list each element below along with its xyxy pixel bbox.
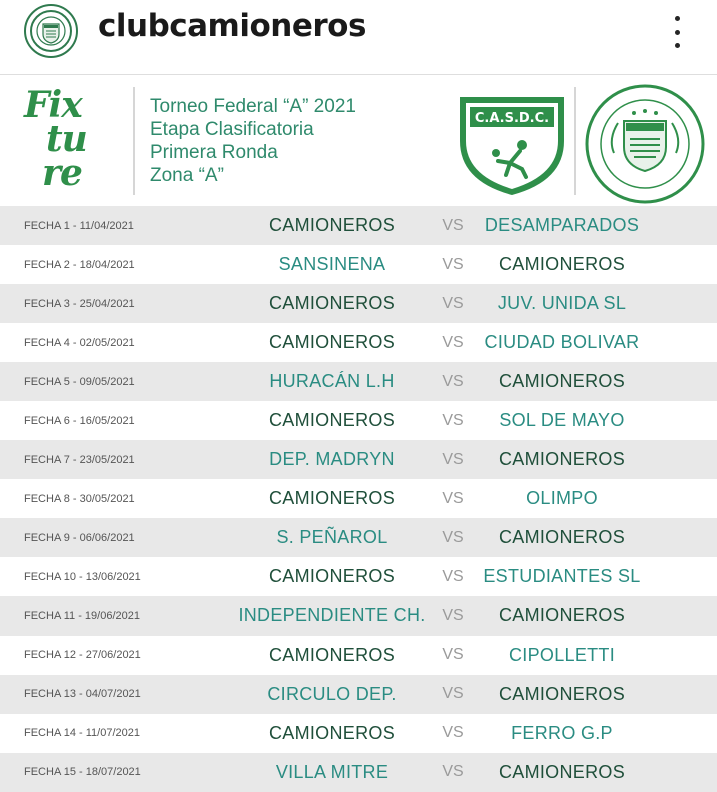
match-date: FECHA 7 - 23/05/2021 (24, 453, 135, 466)
away-team: OLIMPO (526, 488, 598, 509)
fixture-logo (20, 84, 122, 199)
away-team: ESTUDIANTES SL (483, 566, 641, 587)
match-date: FECHA 12 - 27/06/2021 (24, 649, 141, 662)
away-team: CAMIONEROS (498, 371, 625, 392)
vs-label: VS (442, 646, 464, 664)
home-team: CIRCULO DEP. (267, 683, 397, 704)
vs-label: VS (442, 567, 464, 585)
vs-label: VS (442, 294, 464, 312)
away-team: CAMIONEROS (498, 449, 625, 470)
match-date: FECHA 11 - 19/06/2021 (24, 609, 140, 622)
away-team: CIPOLLETTI (508, 644, 616, 665)
away-team: JUV. UNIDA SL (497, 293, 627, 314)
home-team: CAMIONEROS (268, 488, 395, 509)
away-team: CAMIONEROS (498, 527, 625, 548)
fixture-row (0, 753, 717, 792)
away-team: CAMIONEROS (498, 254, 625, 275)
fixture-row (0, 636, 717, 675)
vs-label: VS (442, 372, 464, 390)
away-team: CIUDAD BOLIVAR (484, 332, 640, 353)
tournament-stage: Etapa Clasificatoria (150, 119, 314, 140)
away-team: CAMIONEROS (498, 761, 625, 782)
more-options-button[interactable] (664, 14, 690, 50)
fixture-logo-line-2: tu (46, 118, 87, 160)
match-date: FECHA 3 - 25/04/2021 (24, 297, 135, 310)
profile-username[interactable]: clubcamioneros (98, 8, 366, 44)
home-team: CAMIONEROS (268, 566, 395, 587)
fixture-row (0, 362, 717, 401)
match-date: FECHA 10 - 13/06/2021 (24, 570, 141, 583)
match-date: FECHA 6 - 16/05/2021 (24, 414, 135, 427)
more-dot (675, 43, 680, 48)
home-team: CAMIONEROS (268, 722, 395, 743)
shield-label: C.A.S.D.C. (474, 111, 550, 126)
tournament-info (150, 95, 356, 187)
fixture-row (0, 440, 717, 479)
fixture-row (0, 596, 717, 635)
away-team: CAMIONEROS (498, 683, 625, 704)
vs-label: VS (442, 685, 464, 703)
fixture-row (0, 245, 717, 284)
fixture-row (0, 479, 717, 518)
tournament-round: Primera Ronda (150, 142, 278, 163)
fixture-row (0, 401, 717, 440)
profile-avatar[interactable] (24, 4, 78, 58)
vs-label: VS (442, 763, 464, 781)
vs-label: VS (442, 724, 464, 742)
home-team: CAMIONEROS (268, 215, 395, 236)
vs-label: VS (442, 528, 464, 546)
match-date: FECHA 15 - 18/07/2021 (24, 766, 141, 779)
home-team: INDEPENDIENTE CH. (238, 605, 426, 626)
home-team: CAMIONEROS (268, 644, 395, 665)
match-date: FECHA 13 - 04/07/2021 (24, 688, 141, 701)
home-team: CAMIONEROS (268, 332, 395, 353)
match-date: FECHA 5 - 09/05/2021 (24, 375, 135, 388)
fixture-row (0, 675, 717, 714)
match-date: FECHA 1 - 11/04/2021 (24, 219, 134, 232)
match-date: FECHA 14 - 11/07/2021 (24, 727, 140, 740)
away-team: CAMIONEROS (498, 605, 625, 626)
vs-label: VS (442, 450, 464, 468)
home-team: SANSINENA (278, 254, 386, 275)
away-team: SOL DE MAYO (499, 410, 625, 431)
tournament-zone: Zona “A” (150, 165, 224, 186)
vs-label: VS (442, 411, 464, 429)
vs-label: VS (442, 333, 464, 351)
tournament-name: Torneo Federal “A” 2021 (150, 96, 356, 117)
club-shield-icon (456, 91, 568, 197)
fixture-row (0, 714, 717, 753)
post-header (0, 0, 717, 70)
vs-label: VS (442, 489, 464, 507)
banner-separator (133, 87, 135, 195)
home-team: DEP. MADRYN (269, 449, 395, 470)
fixture-row (0, 557, 717, 596)
match-date: FECHA 2 - 18/04/2021 (24, 258, 135, 271)
home-team: CAMIONEROS (268, 410, 395, 431)
fixture-row (0, 284, 717, 323)
fixture-logo-line-3: re (42, 152, 82, 194)
home-team: CAMIONEROS (268, 293, 395, 314)
banner-separator-2 (574, 87, 576, 195)
vs-label: VS (442, 255, 464, 273)
away-team: FERRO G.P (511, 722, 613, 743)
match-date: FECHA 4 - 02/05/2021 (24, 336, 135, 349)
club-seal-icon (584, 83, 706, 205)
club-crest-icon (29, 9, 73, 53)
vs-label: VS (442, 216, 464, 234)
fixture-banner (0, 75, 717, 206)
home-team: VILLA MITRE (275, 761, 389, 782)
match-date: FECHA 8 - 30/05/2021 (24, 492, 135, 505)
fixture-row (0, 206, 717, 245)
match-date: FECHA 9 - 06/06/2021 (24, 531, 135, 544)
away-team: DESAMPARADOS (484, 215, 640, 236)
more-vertical-icon (675, 16, 680, 21)
fixture-row (0, 518, 717, 557)
fixture-table (0, 206, 717, 792)
fixture-logo-line-1: Fix (24, 84, 82, 126)
vs-label: VS (442, 606, 464, 624)
home-team: S. PEÑAROL (276, 527, 388, 548)
more-dot (675, 30, 680, 35)
home-team: HURACÁN L.H (269, 371, 395, 392)
fixture-row (0, 323, 717, 362)
